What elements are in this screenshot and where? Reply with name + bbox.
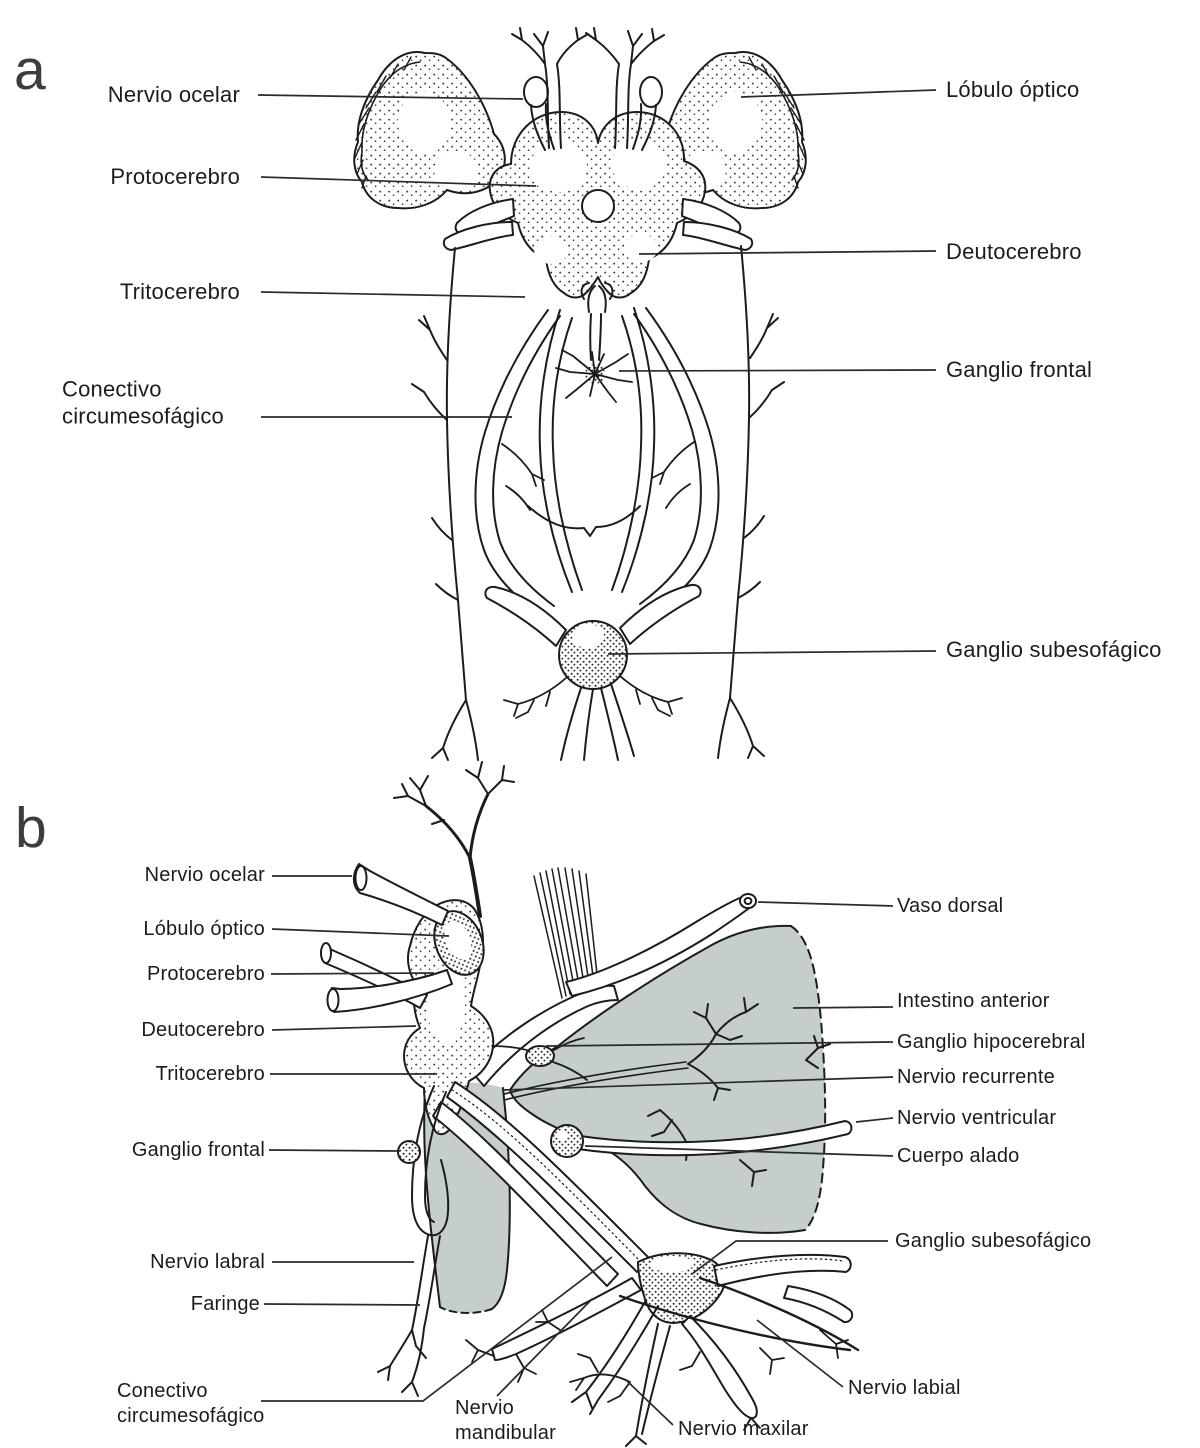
label-b-lobulo-optico: Lóbulo óptico (143, 918, 265, 940)
label-b-ganglio-frontal: Ganglio frontal (131, 1139, 265, 1161)
frontal-ganglion-b-shape (398, 1141, 420, 1163)
label-a-nervio-ocelar: Nervio ocelar (107, 81, 240, 107)
panel-a-drawing (354, 28, 806, 760)
leader-b-faringe (264, 1304, 420, 1305)
leader-b-protocerebro (271, 973, 434, 974)
leader-a-ganglio-frontal (619, 370, 936, 371)
label-b-intestino-anterior: Intestino anterior (897, 990, 1050, 1012)
label-b-nervio-mandibular: Nervio mandibular (455, 1397, 556, 1444)
label-b-nervio-ventricular: Nervio ventricular (897, 1107, 1057, 1129)
label-a-protocerebro: Protocerebro (110, 163, 240, 189)
leader-b-nervio-ventricular (856, 1118, 893, 1122)
leader-a-tritocerebro (261, 292, 525, 297)
transverse-nerve-a-shape (528, 506, 640, 536)
label-b-faringe: Faringe (190, 1293, 260, 1315)
label-b-vaso-dorsal: Vaso dorsal (897, 895, 1004, 917)
label-a-ganglio-frontal: Ganglio frontal (946, 356, 1093, 382)
label-b-nervio-maxilar: Nervio maxilar (678, 1418, 809, 1440)
label-b-cuerpo-alado: Cuerpo alado (897, 1145, 1020, 1167)
subesophageal-ganglion-a-shape (485, 585, 700, 760)
label-b-conectivo-circumesofagico: Conectivo circumesofágico (117, 1380, 265, 1427)
inner-connectives-a-shape (540, 308, 655, 592)
leader-b-nervio-maxilar (627, 1381, 673, 1425)
label-a-lobulo-optico: Lóbulo óptico (946, 76, 1080, 102)
leader-a-deutocerebro (639, 251, 936, 254)
leader-b-ganglio-frontal (269, 1150, 400, 1151)
panel-a-letter: a (14, 38, 46, 102)
lateral-trunk-right-shape (718, 246, 784, 758)
label-b-nervio-labral: Nervio labral (150, 1251, 265, 1273)
brain-dorsal-shape (490, 112, 706, 298)
label-a-deutocerebro: Deutocerebro (946, 238, 1082, 264)
circumesophageal-connectives-a-shape (475, 308, 718, 618)
label-b-nervio-ocelar: Nervio ocelar (144, 864, 265, 886)
label-b-nervio-labial: Nervio labial (848, 1377, 961, 1399)
frontal-connective-fork-shape (582, 283, 613, 360)
leader-b-deutocerebro (272, 1026, 416, 1030)
frontal-ganglion-a-shape (556, 350, 632, 402)
label-b-ganglio-subesofagico: Ganglio subesofágico (895, 1230, 1092, 1252)
label-b-deutocerebro: Deutocerebro (141, 1019, 265, 1041)
leader-b-vaso-dorsal (758, 902, 893, 906)
label-a-ganglio-subesofagico: Ganglio subesofágico (946, 636, 1162, 662)
leader-b-intestino-anterior (793, 1007, 893, 1008)
lateral-trunk-left-shape (412, 248, 478, 760)
inner-twigs-a-shape (502, 442, 694, 510)
panel-b-drawing (321, 762, 858, 1446)
label-a-conectivo-circumesofagico: Conectivo circumesofágico (62, 376, 224, 429)
panel-b-letter: b (15, 796, 47, 860)
leader-b-nervio-labial (757, 1320, 843, 1387)
leader-a-ganglio-subesofagico (608, 651, 936, 654)
label-a-tritocerebro: Tritocerebro (119, 278, 240, 304)
label-b-ganglio-hipocerebral: Ganglio hipocerebral (897, 1031, 1086, 1053)
corpus-allatum-shape (551, 1125, 583, 1157)
label-b-tritocerebro: Tritocerebro (155, 1063, 265, 1085)
label-b-nervio-recurrente: Nervio recurrente (897, 1066, 1055, 1088)
label-b-protocerebro: Protocerebro (146, 963, 265, 985)
